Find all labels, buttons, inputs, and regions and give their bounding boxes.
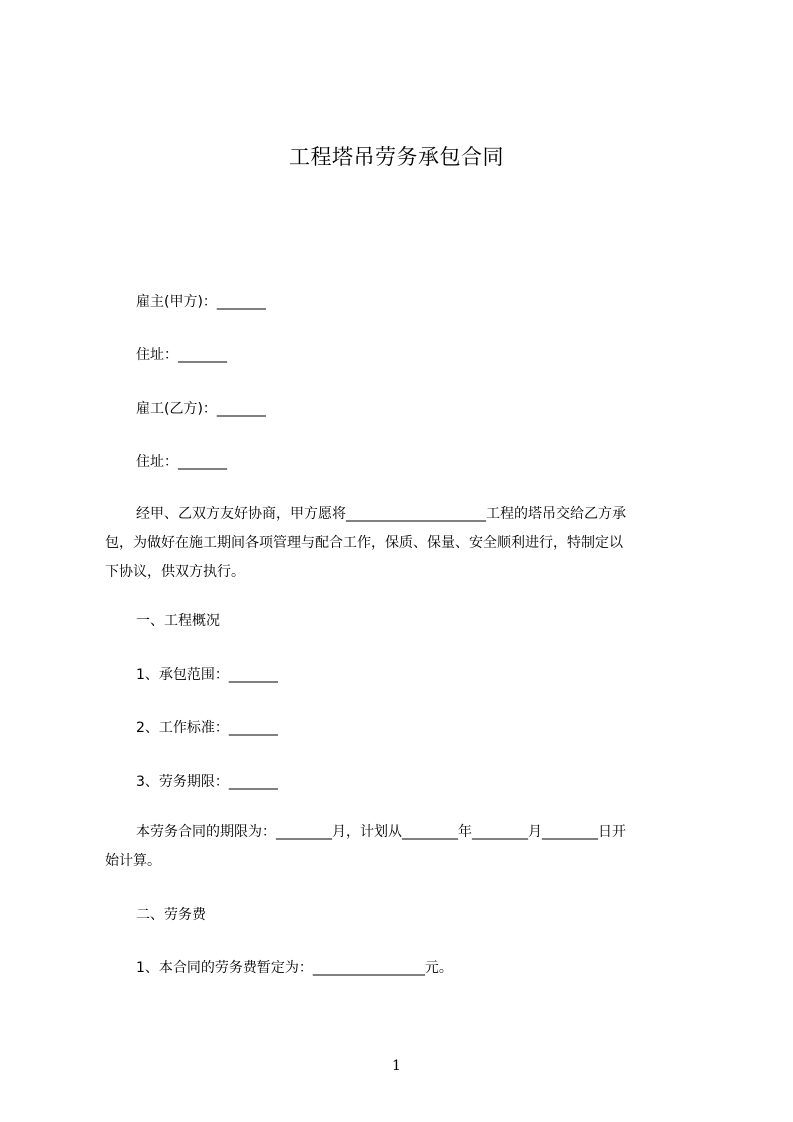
section-2-heading: 二、劳务费 (136, 907, 206, 923)
intro-line-3: 下协议，供双方执行。 (105, 564, 245, 580)
term-line-2: 始计算。 (105, 853, 161, 869)
employer-address-line: 住址：_______ (136, 347, 227, 363)
section-1-item-2: 2、工作标准：_______ (136, 720, 278, 736)
section-1-heading: 一、工程概况 (136, 613, 220, 629)
employer-line: 雇主(甲方)：_______ (136, 294, 266, 310)
section-1-item-3: 3、劳务期限：_______ (136, 774, 278, 790)
document-title: 工程塔吊劳务承包合同 (289, 145, 504, 169)
term-line-1: 本劳务合同的期限为：________月，计划从________年________月________日开 (136, 824, 626, 840)
intro-paragraph (105, 500, 705, 587)
section-1-item-1: 1、承包范围：_______ (136, 667, 278, 683)
employee-address-line: 住址：_______ (136, 454, 227, 470)
intro-line-1: 经甲、乙双方友好协商，甲方愿将____________________工程的塔吊交给乙方承 (136, 506, 626, 522)
term-paragraph (105, 818, 705, 876)
intro-line-2: 包，为做好在施工期间各项管理与配合工作，保质、保量、安全顺利进行，特制定以 (105, 535, 623, 551)
section-2-item-1: 1、本合同的劳务费暂定为：________________元。 (136, 960, 453, 976)
employee-line: 雇工(乙方)：_______ (136, 401, 266, 417)
page-number: 1 (392, 1058, 401, 1074)
